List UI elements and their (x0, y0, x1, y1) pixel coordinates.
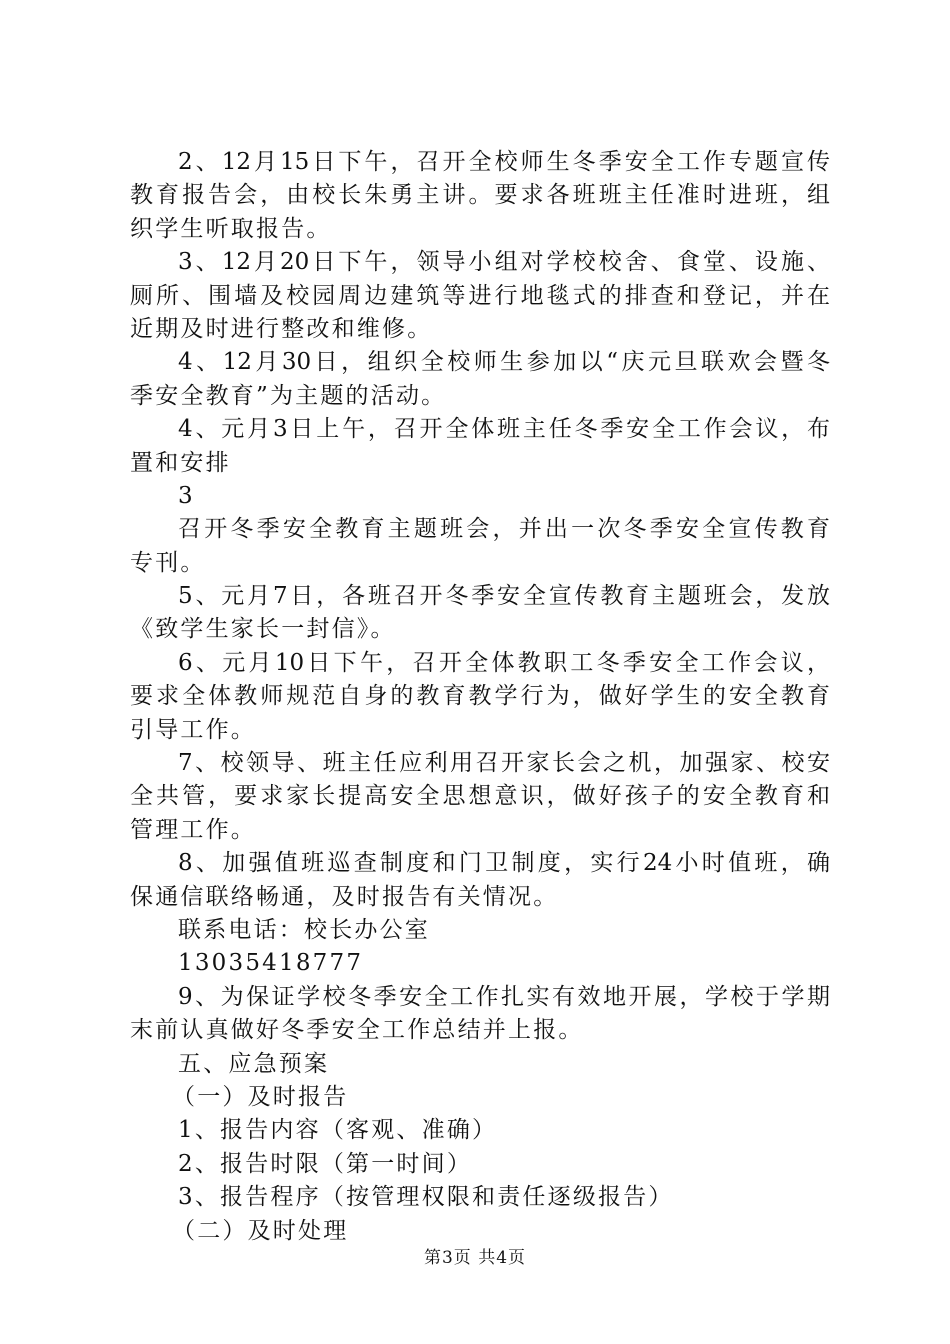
document-line: 厕所、围墙及校园周边建筑等进行地毯式的排查和登记，并在 (130, 282, 830, 309)
document-line: 2、12月15日下午，召开全校师生冬季安全工作专题宣传 (178, 149, 830, 175)
document-line: 2、报告时限（第一时间） (178, 1150, 473, 1177)
document-line: （二）及时处理 (172, 1217, 349, 1244)
document-line: 保通信联络畅通，及时报告有关情况。 (130, 883, 559, 910)
document-line: 近期及时进行整改和维修。 (130, 315, 433, 342)
document-line: 《致学生家长一封信》。 (130, 616, 396, 643)
document-line: 9、为保证学校冬季安全工作扎实有效地开展，学校于学期 (178, 983, 830, 1010)
document-line: （一）及时报告 (172, 1083, 349, 1110)
document-line: 专刊。 (130, 549, 206, 576)
document-line: 要求全体教师规范自身的教育教学行为，做好学生的安全教育 (130, 683, 830, 710)
document-line: 置和安排 (130, 449, 231, 476)
document-line: 五、应急预案 (178, 1050, 330, 1077)
document-line: 8、加强值班巡查制度和门卫制度，实行24小时值班，确 (178, 850, 830, 877)
document-line: 4、12月30日，组织全校师生参加以“庆元旦联欢会暨冬 (178, 349, 830, 376)
document-line: 4、元月3日上午，召开全体班主任冬季安全工作会议，布 (178, 416, 830, 443)
document-line: 3 (178, 482, 195, 509)
document-line: 13035418777 (178, 950, 364, 977)
document-line: 联系电话：校长办公室 (178, 916, 430, 943)
document-line: 季安全教育”为主题的活动。 (130, 382, 447, 409)
document-line: 7、校领导、班主任应利用召开家长会之机，加强家、校安 (178, 750, 830, 777)
document-line: 5、元月7日，各班召开冬季安全宣传教育主题班会，发放 (178, 583, 830, 610)
document-line: 召开冬季安全教育主题班会，并出一次冬季安全宣传教育 (178, 516, 830, 543)
document-line: 3、12月20日下午，领导小组对学校校舍、食堂、设施、 (178, 249, 830, 276)
document-line: 6、元月10日下午，召开全体教职工冬季安全工作会议， (178, 649, 830, 676)
document-line: 全共管，要求家长提高安全思想意识，做好孩子的安全教育和 (130, 783, 830, 810)
document-line: 织学生听取报告。 (130, 215, 332, 242)
document-body (130, 146, 830, 1248)
document-line: 引导工作。 (130, 716, 256, 743)
document-line: 教育报告会，由校长朱勇主讲。要求各班班主任准时进班，组 (130, 182, 830, 209)
document-line: 管理工作。 (130, 816, 256, 843)
page-footer: 第3页 共4页 (423, 1248, 527, 1268)
document-line: 1、报告内容（客观、准确） (178, 1117, 498, 1144)
document-line: 3、报告程序（按管理权限和责任逐级报告） (178, 1184, 674, 1211)
document-line: 末前认真做好冬季安全工作总结并上报。 (130, 1017, 584, 1044)
